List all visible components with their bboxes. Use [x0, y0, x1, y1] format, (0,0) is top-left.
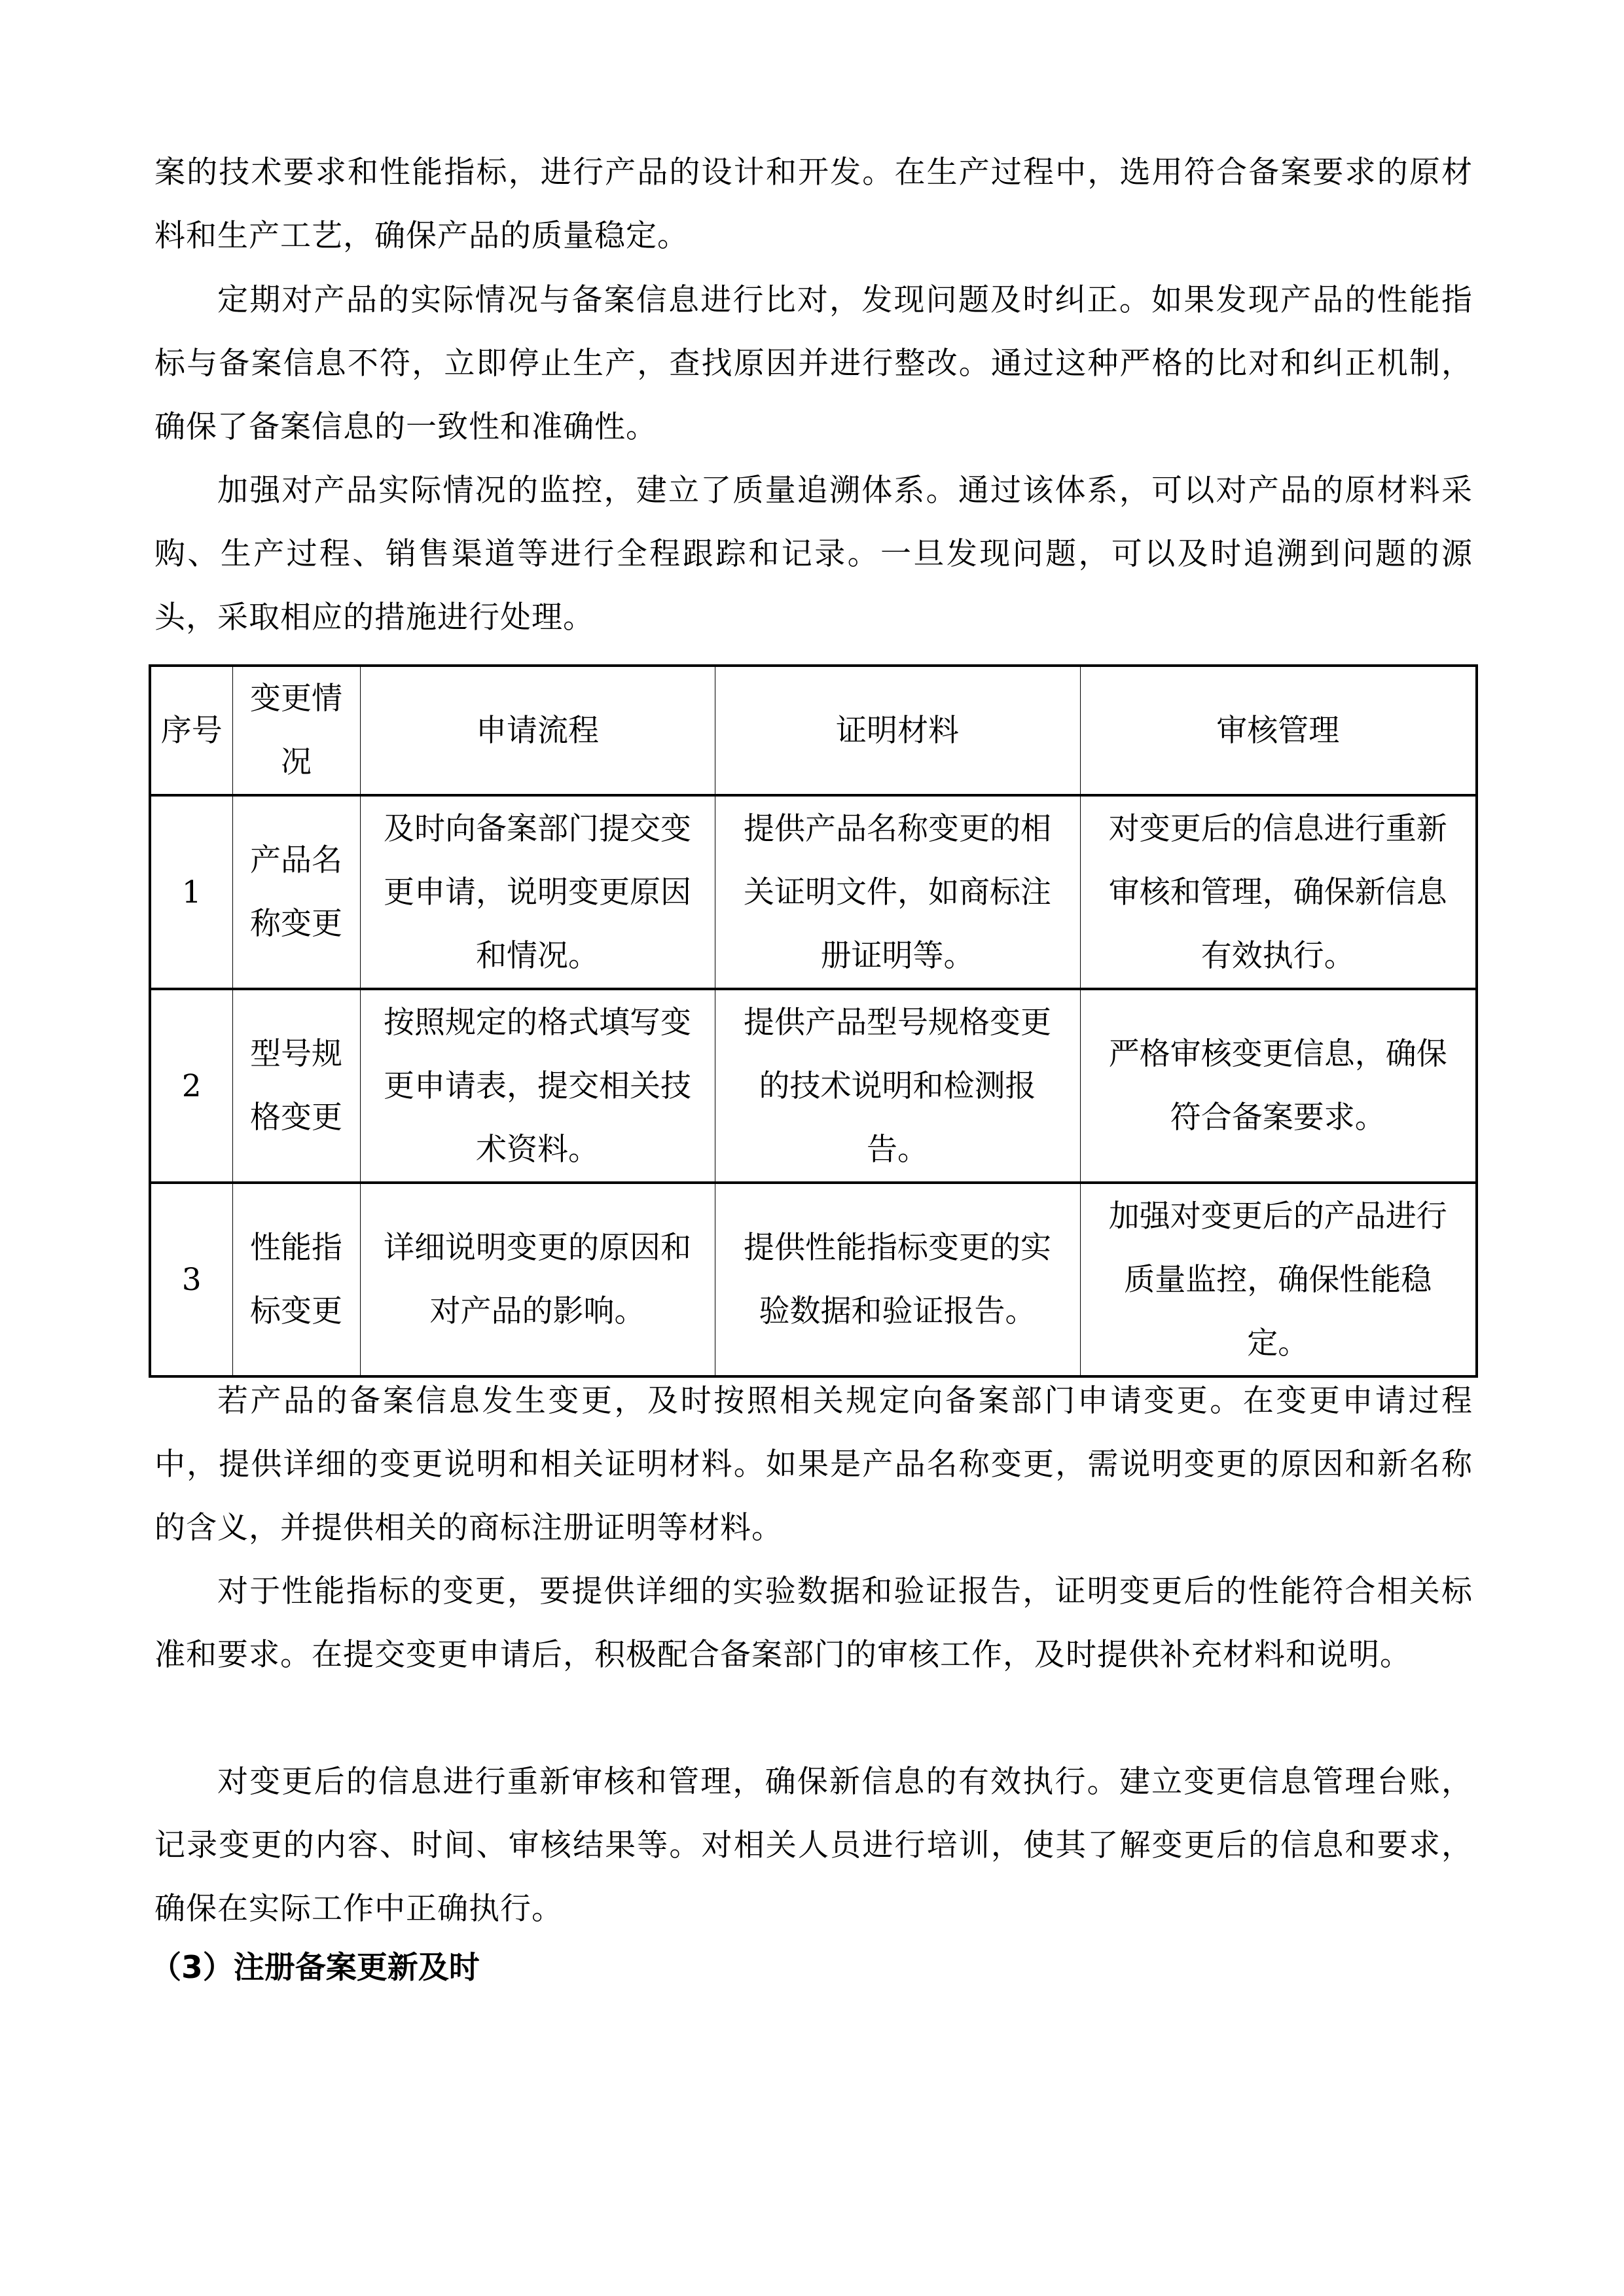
header-serial-number: 序号 [150, 666, 232, 795]
cell-review: 对变更后的信息进行重新审核和管理，确保新信息有效执行。 [1080, 795, 1477, 989]
cell-change-type: 产品名称变更 [232, 795, 360, 989]
cell-serial-number: 2 [150, 989, 232, 1183]
cell-change-type: 性能指标变更 [232, 1183, 360, 1376]
cell-review: 加强对变更后的产品进行质量监控，确保性能稳定。 [1080, 1183, 1477, 1376]
header-application-process: 申请流程 [360, 666, 715, 795]
header-supporting-materials: 证明材料 [715, 666, 1080, 795]
cell-serial-number: 1 [150, 795, 232, 989]
table-row [150, 1183, 1477, 1376]
cell-evidence: 提供产品名称变更的相关证明文件，如商标注册证明等。 [715, 795, 1080, 989]
paragraph-design-development: 案的技术要求和性能指标，进行产品的设计和开发。在生产过程中，选用符合备案要求的原材料和生产工艺，确保产品的质量稳定。 [154, 154, 1473, 254]
paragraph-change-application: 若产品的备案信息发生变更，及时按照相关规定向备案部门申请变更。在变更申请过程中，提供详细的变更说明和相关证明材料。如果是产品名称变更，需说明变更的原因和新名称的含义，并提供相关的商标注册证明等材料。 [154, 1383, 1473, 1546]
paragraph-post-change-management: 对变更后的信息进行重新审核和管理，确保新信息的有效执行。建立变更信息管理台账，记录变更的内容、时间、审核结果等。对相关人员进行培训，使其了解变更后的信息和要求，确保在实际工作中正确执行。 [154, 1764, 1473, 1927]
table-row [150, 795, 1477, 989]
cell-process: 详细说明变更的原因和对产品的影响。 [360, 1183, 715, 1376]
cell-evidence: 提供产品型号规格变更的技术说明和检测报告。 [715, 989, 1080, 1183]
cell-evidence: 提供性能指标变更的实验数据和验证报告。 [715, 1183, 1080, 1376]
cell-review: 严格审核变更信息，确保符合备案要求。 [1080, 989, 1477, 1183]
section-heading: （3）注册备案更新及时 [151, 1950, 480, 1986]
paragraph-regular-comparison: 定期对产品的实际情况与备案信息进行比对，发现问题及时纠正。如果发现产品的性能指标与备案信息不符，立即停止生产，查找原因并进行整改。通过这种严格的比对和纠正机制，确保了备案信息的一致性和准确性。 [154, 282, 1473, 445]
change-management-table [149, 664, 1478, 1378]
cell-change-type: 型号规格变更 [232, 989, 360, 1183]
cell-process: 及时向备案部门提交变更申请，说明变更原因和情况。 [360, 795, 715, 989]
paragraph-performance-change: 对于性能指标的变更，要提供详细的实验数据和验证报告，证明变更后的性能符合相关标准和要求。在提交变更申请后，积极配合备案部门的审核工作，及时提供补充材料和说明。 [154, 1573, 1473, 1673]
header-review-management: 审核管理 [1080, 666, 1477, 795]
cell-serial-number: 3 [150, 1183, 232, 1376]
table-header-row [150, 666, 1477, 795]
table-row [150, 989, 1477, 1183]
paragraph-quality-traceability: 加强对产品实际情况的监控，建立了质量追溯体系。通过该体系，可以对产品的原材料采购、生产过程、销售渠道等进行全程跟踪和记录。一旦发现问题，可以及时追溯到问题的源头，采取相应的措施进行处理。 [154, 473, 1473, 636]
header-change-situation: 变更情况 [232, 666, 360, 795]
cell-process: 按照规定的格式填写变更申请表，提交相关技术资料。 [360, 989, 715, 1183]
